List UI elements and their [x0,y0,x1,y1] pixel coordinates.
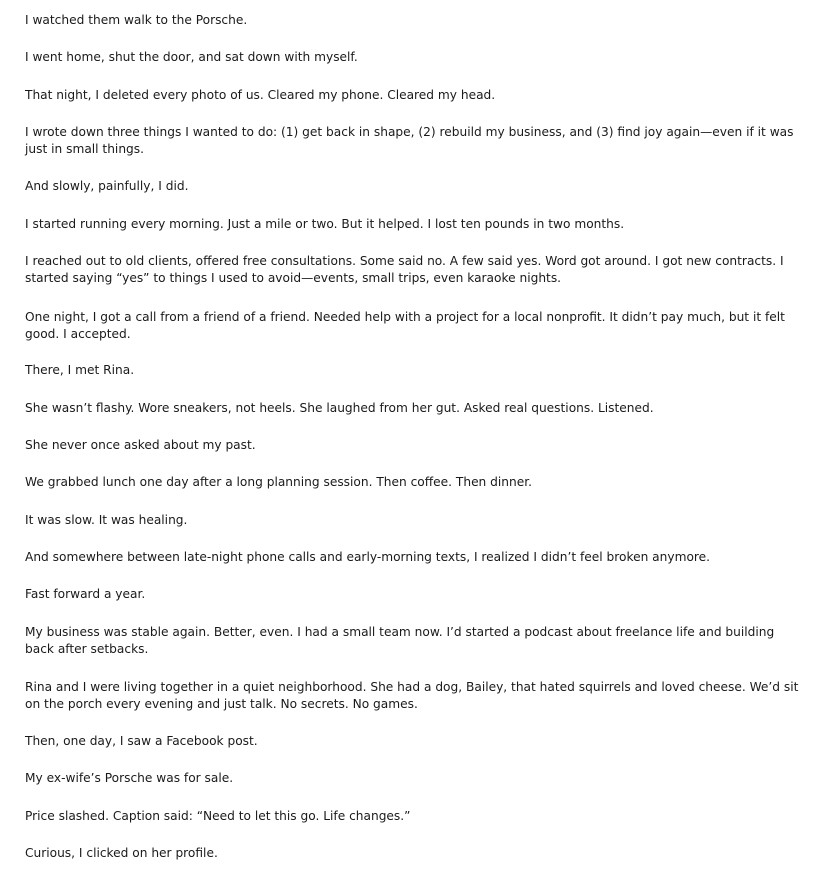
paragraph: One night, I got a call from a friend of a friend. Needed help with a project for a local nonprofit. It didn’t pay much, but it felt good. I accepted. [25,310,785,341]
paragraph: And slowly, painfully, I did. [25,179,189,193]
paragraph: I started running every morning. Just a mile or two. But it helped. I lost ten pounds in two months. [25,217,625,231]
paragraph: Price slashed. Caption said: “Need to let this go. Life changes.” [25,809,411,823]
paragraph: There, I met Rina. [25,363,135,377]
paragraph: She wasn’t flashy. Wore sneakers, not heels. She laughed from her gut. Asked real questions. Listened. [25,401,654,415]
paragraph: It was slow. It was healing. [25,513,188,527]
paragraph: I went home, shut the door, and sat down with myself. [25,50,358,64]
paragraph: I reached out to old clients, offered free consultations. Some said no. A few said yes. Word got around. I got new contracts. I started saying “yes” to things I used to avoid—events, small trips, even karaoke nights. [25,254,784,285]
paragraph: My ex-wife’s Porsche was for sale. [25,771,234,785]
paragraph: I wrote down three things I wanted to do: (1) get back in shape, (2) rebuild my business, and (3) find joy again—even if it was just in small things. [25,125,794,156]
paragraph: We grabbed lunch one day after a long planning session. Then coffee. Then dinner. [25,475,532,489]
paragraph: Then, one day, I saw a Facebook post. [25,734,258,748]
paragraph: Rina and I were living together in a quiet neighborhood. She had a dog, Bailey, that hated squirrels and loved cheese. We’d sit on the porch every evening and just talk. No secrets. No games. [25,680,799,711]
paragraph: My business was stable again. Better, even. I had a small team now. I’d started a podcast about freelance life and building back after setbacks. [25,625,775,656]
paragraph: Curious, I clicked on her profile. [25,846,218,860]
paragraph: Fast forward a year. [25,587,146,601]
paragraph: I watched them walk to the Porsche. [25,13,248,27]
paragraph: She never once asked about my past. [25,438,256,452]
paragraph: And somewhere between late-night phone calls and early-morning texts, I realized I didn’t feel broken anymore. [25,550,711,564]
paragraph: That night, I deleted every photo of us. Cleared my phone. Cleared my head. [25,88,496,102]
